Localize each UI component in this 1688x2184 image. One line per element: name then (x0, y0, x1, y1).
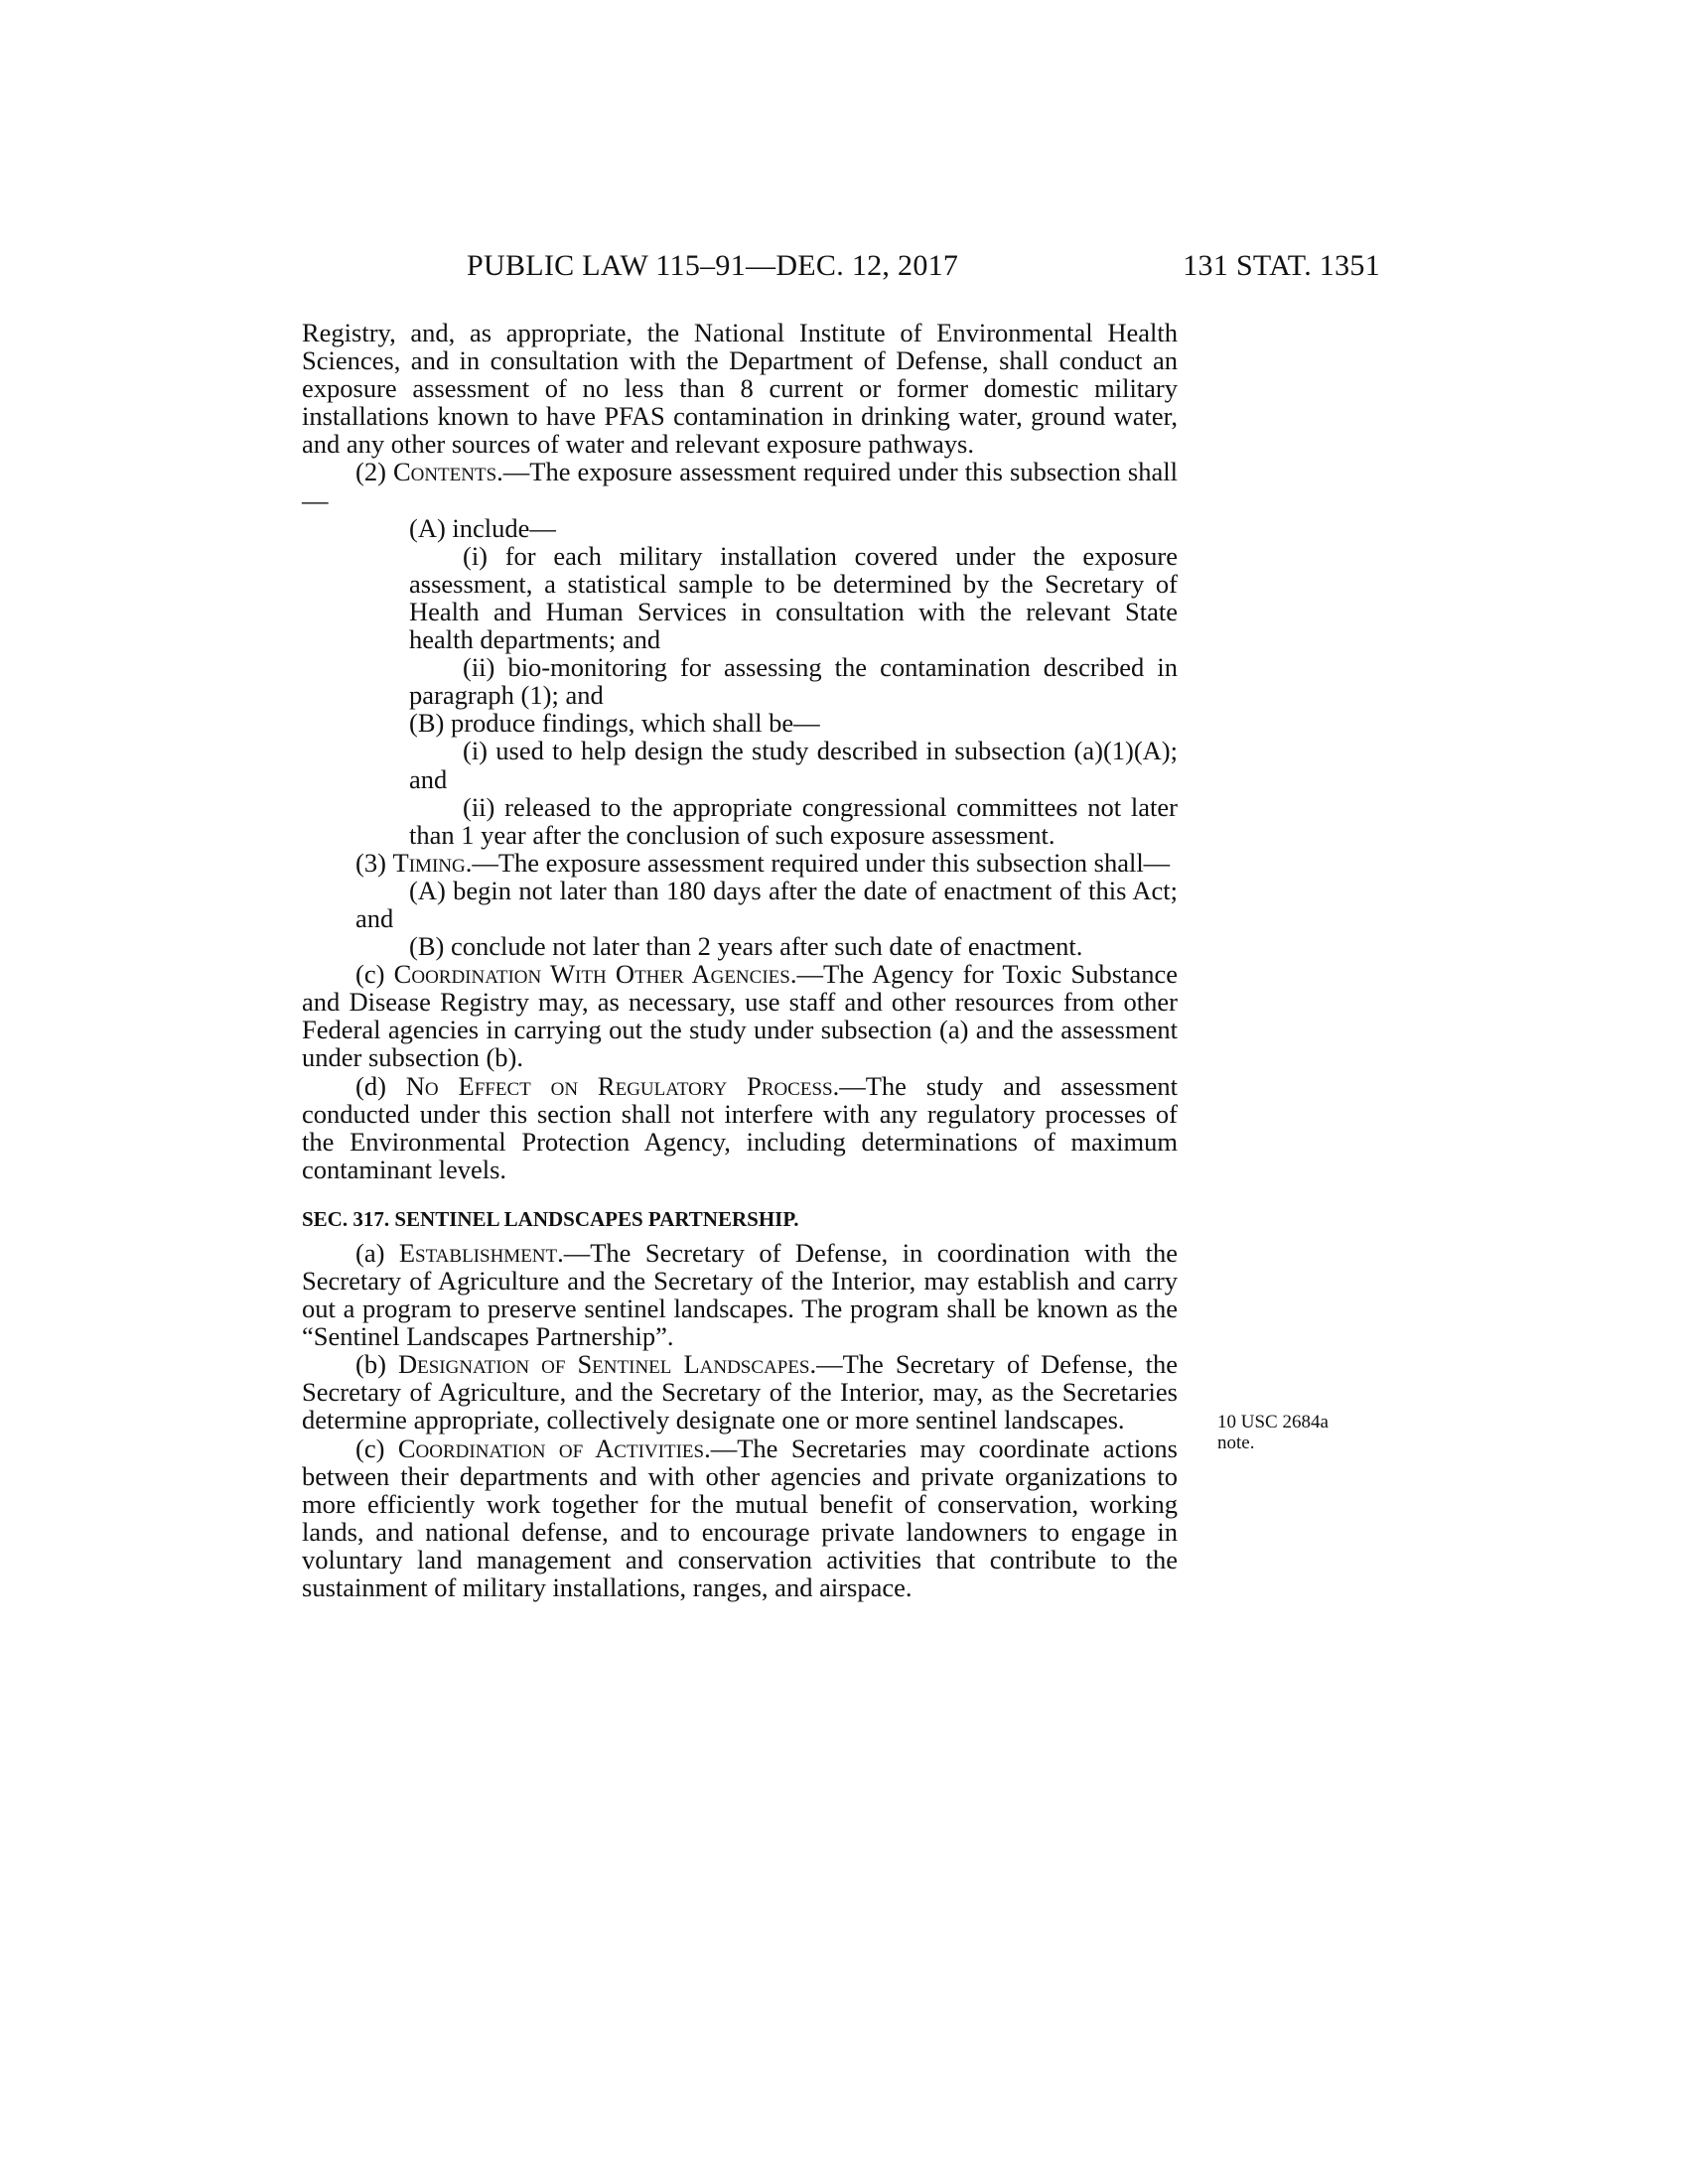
paragraph-caption: Coordination of Activities (397, 1433, 705, 1463)
paragraph (302, 458, 1178, 513)
paragraph-caption: No Effect on Regulatory Process (405, 1070, 833, 1101)
paragraph-caption: Contents (392, 457, 497, 487)
paragraph (302, 1350, 1178, 1433)
paragraph (302, 514, 1178, 542)
paragraph-text: (ii) released to the appropriate congressional committees not later than 1 year after the conclusion of such exposure assessment. (409, 791, 1178, 850)
paragraph-group-sec-316 (302, 319, 1178, 1183)
paragraph (302, 932, 1178, 960)
paragraph-text: .—The exposure assessment required under this subsection shall— (465, 847, 1171, 878)
paragraph-text: (A) include— (409, 512, 556, 543)
paragraph-text: .—The exposure assessment required under this subsection shall— (302, 457, 1178, 515)
paragraph (302, 1239, 1178, 1350)
paragraph (302, 1434, 1178, 1602)
paragraph-caption: Coordination With Other Agencies (393, 959, 790, 990)
paragraph-text: (i) for each military installation covered under the exposure assessment, a statistical sample to be determined by the Secretary of Health and Human Services in consultation with the relevant State health departments; and (409, 540, 1178, 655)
paragraph-designator: (3) (355, 847, 393, 878)
page-header (467, 246, 1380, 286)
paragraph-group-sec-317 (302, 1239, 1178, 1601)
paragraph (302, 319, 1178, 458)
paragraph-designator: (c) (355, 1433, 398, 1463)
paragraph-text: .—The Secretary of Defense, the Secretary of Agriculture, and the Secretary of the Interior, may, as the Secretaries determine appropriate, collectively designate one or more sentinel landscapes. (302, 1349, 1178, 1435)
paragraph (302, 1072, 1178, 1183)
paragraph-designator: (a) (355, 1237, 399, 1268)
paragraph-designator: (b) (355, 1349, 398, 1380)
paragraph-text: .—The Agency for Toxic Substance and Disease Registry may, as necessary, use staff and other resources from other Federal agencies in carrying out the study under subsection (a) and the assessment under subsection (b). (302, 959, 1178, 1073)
paragraph-text: Registry, and, as appropriate, the National Institute of Environmental Health Sciences, and in consultation with the Department of Defense, shall conduct an exposure assessment of no less than 8 current or former domestic military installations known to have PFAS contamination in drinking water, ground water, and any other sources of water and relevant exposure pathways. (302, 318, 1178, 460)
paragraph-designator: (2) (355, 457, 393, 487)
paragraph-text: (B) produce findings, which shall be— (409, 708, 820, 739)
paragraph-text: (i) used to help design the study described in subsection (a)(1)(A); and (409, 736, 1178, 794)
paragraph-text: .—The Secretary of Defense, in coordination with the Secretary of Agriculture and the Secretary of the Interior, may establish and carry out a program to preserve sentinel landscapes. The program shall be known as the “Sentinel Landscapes Partnership”. (302, 1237, 1178, 1352)
paragraph (302, 877, 1178, 932)
paragraph-caption: Establishment (398, 1237, 558, 1268)
margin-note: 10 USC 2684a note. (1217, 1412, 1329, 1453)
paragraph-text: .—The Secretaries may coordinate actions between their departments and with other agencies and private organizations to more efficiently work together for the mutual benefit of conservation, working lands, and national defense, and to encourage private landowners to engage in voluntary land management and conservation activities that contribute to the sustainment of military installations, ranges, and airspace. (302, 1433, 1178, 1603)
paragraph-designator: (c) (355, 959, 394, 990)
paragraph (302, 542, 1178, 653)
paragraph-caption: Timing (392, 847, 466, 878)
paragraph-text: (A) begin not later than 180 days after the date of enactment of this Act; and (355, 875, 1178, 933)
paragraph (302, 737, 1178, 792)
paragraph-caption: Designation of Sentinel Landscapes (397, 1349, 810, 1380)
section-heading: SEC. 317. SENTINEL LANDSCAPES PARTNERSHIP. (302, 1206, 799, 1231)
body-text (302, 319, 1178, 1601)
paragraph (302, 960, 1178, 1071)
paragraph (302, 709, 1178, 737)
paragraph (302, 653, 1178, 709)
paragraph-designator: (d) (355, 1070, 406, 1101)
paragraph-text: (ii) bio-monitoring for assessing the contamination described in paragraph (1); and (409, 652, 1178, 711)
paragraph (302, 849, 1178, 877)
paragraph-text: (B) conclude not later than 2 years after such date of enactment. (409, 931, 1083, 962)
running-head-title: PUBLIC LAW 115–91—DEC. 12, 2017 (467, 249, 959, 282)
paragraph-text: .—The study and assessment conducted under this section shall not interfere with any regulatory processes of the Environmental Protection Agency, including determinations of maximum contaminant levels. (302, 1070, 1179, 1184)
statute-page-number: 131 STAT. 1351 (1183, 249, 1380, 282)
paragraph (302, 793, 1178, 849)
